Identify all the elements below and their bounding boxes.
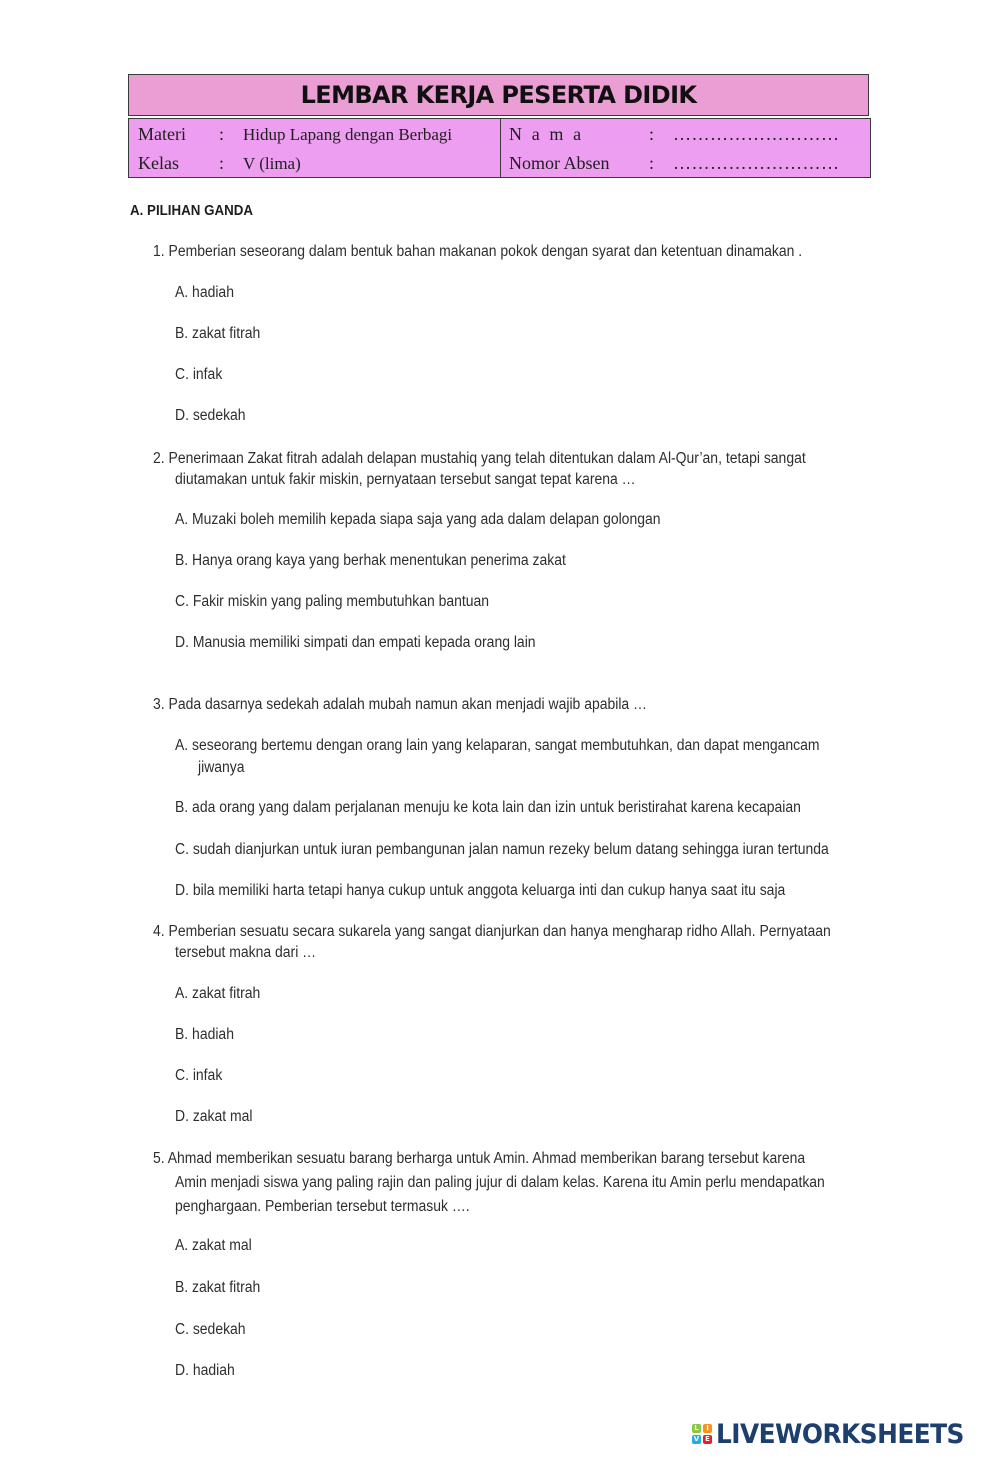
absen-field[interactable]: ……………………… (673, 153, 840, 173)
materi-row (129, 120, 500, 149)
q3-option-b[interactable]: B. ada orang yang dalam perjalanan menuju ke kota lain dan izin untuk beristirahat karena kecapaian (175, 799, 801, 816)
q3-option-a-line-1[interactable]: A. seseorang bertemu dengan orang lain yang kelaparan, sangat membutuhkan, dan dapat mengancam (175, 737, 820, 754)
logo-tile-v: V (693, 1435, 700, 1443)
question-5-text-line-3: penghargaan. Pemberian tersebut termasuk …. (175, 1198, 470, 1215)
q2-option-d[interactable]: D. Manusia memiliki simpati dan empati kepada orang lain (175, 634, 536, 651)
nama-label: N a m a (509, 124, 584, 144)
q5-option-b[interactable]: B. zakat fitrah (175, 1279, 261, 1296)
question-5-text-line-2: Amin menjadi siswa yang paling rajin dan paling jujur di dalam kelas. Karena itu Amin perlu mendapatkan (175, 1174, 825, 1191)
q4-option-d[interactable]: D. zakat mal (175, 1108, 253, 1125)
q5-option-c[interactable]: C. sedekah (175, 1321, 246, 1338)
q1-option-d[interactable]: D. sedekah (175, 407, 246, 424)
absen-label: Nomor Absen (509, 153, 610, 173)
q4-option-b[interactable]: B. hadiah (175, 1026, 234, 1043)
q3-option-d[interactable]: D. bila memiliki harta tetapi hanya cukup untuk anggota keluarga inti dan cukup hanya saat itu saja (175, 882, 786, 899)
q2-option-a[interactable]: A. Muzaki boleh memilih kepada siapa saja yang ada dalam delapan golongan (175, 511, 661, 528)
q3-option-c[interactable]: C. sudah dianjurkan untuk iuran pembangunan jalan namun rezeky belum datang sehingga iuran tertunda (175, 841, 829, 858)
student-info-table (128, 118, 871, 178)
question-1-text: 1. Pemberian seseorang dalam bentuk bahan makanan pokok dengan syarat dan ketentuan dinamakan . (153, 243, 803, 260)
q3-option-a-line-2[interactable]: jiwanya (198, 759, 245, 776)
kelas-value: V (lima) (243, 153, 301, 173)
q5-option-a[interactable]: A. zakat mal (175, 1237, 252, 1254)
materi-colon: : (219, 124, 225, 144)
logo-tile-l: L (692, 1424, 701, 1433)
q4-option-a[interactable]: A. zakat fitrah (175, 985, 261, 1002)
kelas-label: Kelas (138, 153, 179, 173)
q1-option-b[interactable]: B. zakat fitrah (175, 325, 261, 342)
q2-option-c[interactable]: C. Fakir miskin yang paling membutuhkan bantuan (175, 593, 490, 610)
q5-option-d[interactable]: D. hadiah (175, 1362, 235, 1379)
absen-colon: : (649, 153, 655, 173)
student-fields-column (501, 119, 870, 177)
kelas-colon: : (219, 153, 225, 173)
q2-option-b[interactable]: B. Hanya orang kaya yang berhak menentukan penerima zakat (175, 552, 566, 569)
logo-tile-i: I (703, 1424, 712, 1433)
liveworksheets-logo (692, 1420, 985, 1448)
section-heading: A. PILIHAN GANDA (130, 203, 254, 219)
q1-option-c[interactable]: C. infak (175, 366, 223, 383)
materi-value: Hidup Lapang dengan Berbagi (243, 124, 453, 144)
nama-field[interactable]: ……………………… (673, 124, 840, 144)
question-4-text-line-2: tersebut makna dari … (175, 944, 317, 961)
logo-tile-e: E (703, 1435, 712, 1444)
question-2-text-line-2: diutamakan untuk fakir miskin, pernyataan tersebut sangat tepat karena … (175, 471, 636, 488)
nama-row (501, 120, 870, 149)
question-2-text-line-1: 2. Penerimaan Zakat fitrah adalah delapan mustahiq yang telah ditentukan dalam Al-Qur’an, tetapi sangat (153, 450, 806, 467)
subject-info-column (129, 119, 501, 177)
q1-option-a[interactable]: A. hadiah (175, 284, 234, 301)
question-3-text: 3. Pada dasarnya sedekah adalah mubah namun akan menjadi wajib apabila … (153, 696, 648, 713)
logo-mark-icon (692, 1424, 712, 1444)
nama-colon: : (649, 124, 655, 144)
kelas-row (129, 149, 500, 178)
question-5-text-line-1: 5. Ahmad memberikan sesuatu barang berharga untuk Amin. Ahmad memberikan barang tersebut karena (153, 1150, 806, 1167)
worksheet-title-box (128, 74, 869, 116)
absen-row (501, 149, 870, 178)
materi-label: Materi (138, 124, 186, 144)
logo-text: LIVEWORKSHEETS (716, 1418, 964, 1450)
question-4-text-line-1: 4. Pemberian sesuatu secara sukarela yang sangat dianjurkan dan hanya mengharap ridho Allah. Pernyataan (153, 923, 831, 940)
q4-option-c[interactable]: C. infak (175, 1067, 223, 1084)
worksheet-title: LEMBAR KERJA PESERTA DIDIK (300, 81, 697, 109)
